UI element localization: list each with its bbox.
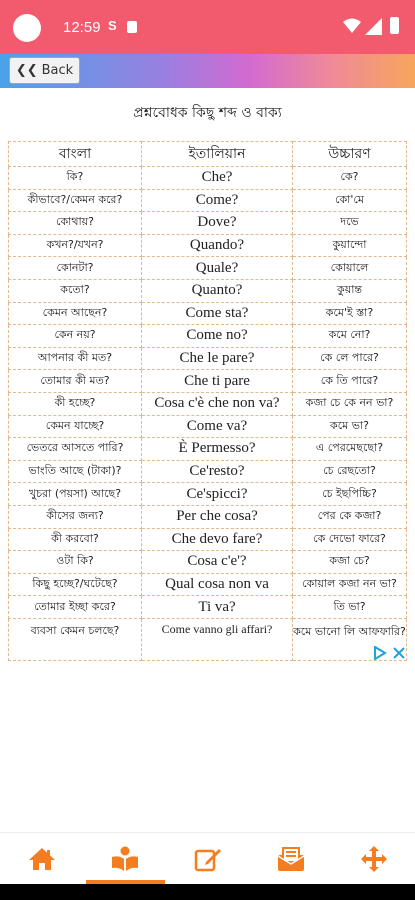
- cell-bangla: তোমার কী মত?: [9, 370, 142, 393]
- cell-italian: Che le pare?: [142, 347, 293, 370]
- cell-italian: Quando?: [142, 234, 293, 257]
- cell-italian: Che devo fare?: [142, 528, 293, 551]
- table-row: [9, 392, 407, 415]
- cell-italian: Cosa c'e'?: [142, 551, 293, 574]
- nav-practice[interactable]: [166, 833, 249, 885]
- status-s-icon: S: [108, 18, 117, 33]
- cell-bangla: ওটা কি?: [9, 551, 142, 574]
- cell-pronunciation: কমে ভানো লি আফফারি?: [293, 618, 407, 660]
- cell-italian: Cosa c'è che non va?: [142, 392, 293, 415]
- table-header-row: [9, 142, 407, 167]
- cell-italian: Che ti pare: [142, 370, 293, 393]
- table-row: [9, 528, 407, 551]
- app-toolbar: [0, 54, 415, 88]
- ad-controls: [373, 646, 406, 660]
- cell-italian: È Permesso?: [142, 438, 293, 461]
- table-row: [9, 370, 407, 393]
- table-row: [9, 551, 407, 574]
- close-icon[interactable]: [392, 646, 406, 660]
- table-row: [9, 596, 407, 619]
- cell-pronunciation: কুয়ান্দো: [293, 234, 407, 257]
- cell-bangla: কেমন আছেন?: [9, 302, 142, 325]
- cell-pronunciation: কজা চে কে নন ভা?: [293, 392, 407, 415]
- header-italian: ইতালিয়ান: [142, 142, 293, 167]
- table-row: [9, 415, 407, 438]
- cell-bangla: ব্যবসা কেমন চলছে?: [9, 618, 142, 660]
- table-row: [9, 325, 407, 348]
- cell-italian: Quale?: [142, 257, 293, 280]
- cell-pronunciation: কোয়াল কজা নন ভা?: [293, 573, 407, 596]
- cell-bangla: কিছু হচ্ছে?/ঘটেছে?: [9, 573, 142, 596]
- wifi-icon: [343, 18, 361, 34]
- status-avatar: [13, 14, 41, 42]
- cell-italian: Dove?: [142, 212, 293, 235]
- table-row: [9, 618, 407, 660]
- cell-bangla: তোমার ইচ্ছা করে?: [9, 596, 142, 619]
- cell-pronunciation: কমে ভা?: [293, 415, 407, 438]
- cell-italian: Ti va?: [142, 596, 293, 619]
- header-bangla: বাংলা: [9, 142, 142, 167]
- status-bar: [0, 0, 415, 54]
- cell-bangla: কখন?/যখন?: [9, 234, 142, 257]
- cell-pronunciation: পের কে কজা?: [293, 505, 407, 528]
- cell-pronunciation: কে তি পারে?: [293, 370, 407, 393]
- table-row: [9, 167, 407, 190]
- cell-bangla: কেমন যাচ্ছে?: [9, 415, 142, 438]
- home-icon: [28, 847, 56, 871]
- table-row: [9, 438, 407, 461]
- mail-icon: [277, 846, 305, 872]
- cell-italian: Che?: [142, 167, 293, 190]
- cell-pronunciation: কমে নো?: [293, 325, 407, 348]
- cell-pronunciation: কোয়ালে: [293, 257, 407, 280]
- cell-bangla: কীভাবে?/কেমন করে?: [9, 189, 142, 212]
- cell-italian: Per che cosa?: [142, 505, 293, 528]
- cell-pronunciation: কজা চে?: [293, 551, 407, 574]
- table-row: [9, 257, 407, 280]
- table-row: [9, 573, 407, 596]
- cell-pronunciation: তি ভা?: [293, 596, 407, 619]
- phrase-table-container: [8, 141, 406, 661]
- header-pronunciation: উচ্চারণ: [293, 142, 407, 167]
- table-row: [9, 189, 407, 212]
- cell-bangla: কী হচ্ছে?: [9, 392, 142, 415]
- status-time: 12:59: [63, 19, 101, 36]
- back-button[interactable]: [9, 57, 80, 84]
- table-row: [9, 347, 407, 370]
- system-gesture-bar: [0, 884, 415, 900]
- table-row: [9, 212, 407, 235]
- book-reader-icon: [111, 846, 139, 872]
- cell-bangla: খুচরা (পয়সা) আছে?: [9, 483, 142, 506]
- table-body: [9, 167, 407, 661]
- nav-learn[interactable]: [83, 833, 166, 885]
- cell-pronunciation: চে রেছতো?: [293, 460, 407, 483]
- cell-pronunciation: কুয়ান্ত: [293, 279, 407, 302]
- nav-more[interactable]: [332, 833, 415, 885]
- sim-card-icon: [127, 21, 137, 33]
- page-title: প্রশ্নবোধক কিছু শব্দ ও বাক্য: [133, 105, 282, 121]
- cell-italian: Come va?: [142, 415, 293, 438]
- move-icon: [360, 845, 388, 873]
- cell-italian: Quanto?: [142, 279, 293, 302]
- cell-pronunciation: কে লে পারে?: [293, 347, 407, 370]
- cell-bangla: কেন নয়?: [9, 325, 142, 348]
- cell-pronunciation: কমে'ই স্তা?: [293, 302, 407, 325]
- cell-italian: Qual cosa non va: [142, 573, 293, 596]
- nav-home[interactable]: [0, 833, 83, 885]
- back-button-label: Back: [41, 63, 74, 78]
- cell-italian: Come no?: [142, 325, 293, 348]
- cell-italian: Come vanno gli affari?: [142, 618, 293, 660]
- table-row: [9, 302, 407, 325]
- cell-pronunciation: কে?: [293, 167, 407, 190]
- adchoices-icon[interactable]: [373, 646, 387, 660]
- cell-italian: Come sta?: [142, 302, 293, 325]
- cell-pronunciation: এ পেরমেছছো?: [293, 438, 407, 461]
- edit-icon: [194, 846, 222, 872]
- cell-italian: Come?: [142, 189, 293, 212]
- signal-icon: [365, 18, 382, 35]
- cell-bangla: ভাংতি আছে (টাকা)?: [9, 460, 142, 483]
- battery-icon: [390, 17, 399, 34]
- cell-pronunciation: চে ইছপিচ্চি?: [293, 483, 407, 506]
- cell-pronunciation: কে দেভো ফারে?: [293, 528, 407, 551]
- double-chevron-left-icon: ❮❮: [15, 63, 38, 78]
- cell-bangla: কি?: [9, 167, 142, 190]
- table-row: [9, 234, 407, 257]
- cell-bangla: কোথায়?: [9, 212, 142, 235]
- cell-bangla: কতো?: [9, 279, 142, 302]
- cell-pronunciation: কো'মে: [293, 189, 407, 212]
- cell-italian: Ce'resto?: [142, 460, 293, 483]
- cell-bangla: কোনটা?: [9, 257, 142, 280]
- cell-bangla: কীসের জন্য?: [9, 505, 142, 528]
- cell-bangla: আপনার কী মত?: [9, 347, 142, 370]
- cell-italian: Ce'spicci?: [142, 483, 293, 506]
- cell-pronunciation: দভে: [293, 212, 407, 235]
- table-row: [9, 505, 407, 528]
- cell-bangla: কী করবো?: [9, 528, 142, 551]
- table-row: [9, 279, 407, 302]
- nav-messages[interactable]: [249, 833, 332, 885]
- table-row: [9, 483, 407, 506]
- phrase-table: [8, 141, 407, 661]
- bottom-navigation: [0, 832, 415, 884]
- table-row: [9, 460, 407, 483]
- cell-bangla: ভেতরে আসতে পারি?: [9, 438, 142, 461]
